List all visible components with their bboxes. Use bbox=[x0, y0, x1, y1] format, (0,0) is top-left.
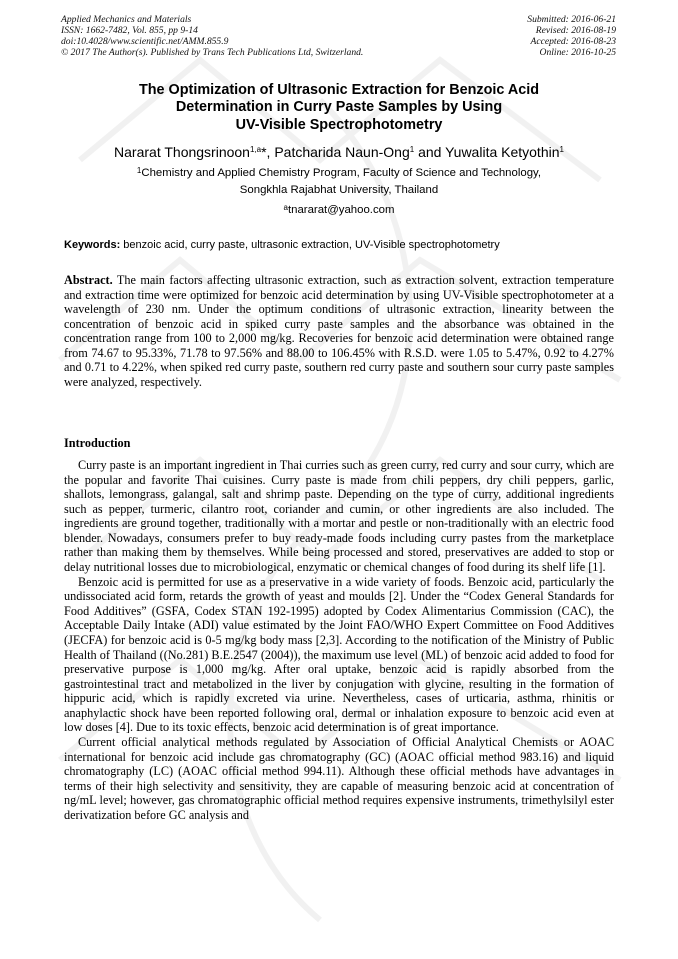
author-list bbox=[30, 143, 648, 161]
introduction-body bbox=[64, 458, 614, 822]
corresponding-author-mark: *, bbox=[261, 144, 275, 160]
affiliation-line: Songkhla Rajabhat University, Thailand bbox=[239, 183, 439, 196]
journal-info bbox=[61, 15, 363, 59]
author-name: Nararat Thongsrinoon bbox=[114, 144, 250, 160]
author-affiliation-mark: 1,a bbox=[249, 145, 262, 154]
author-affiliation-mark: 1 bbox=[559, 145, 564, 154]
title-line: Determination in Curry Paste Samples by Using bbox=[175, 99, 503, 116]
paragraph: Current official analytical methods regulated by Association of Official Analytical Chemists or AOAC international for benzoic acid include gas chromatography (GC) (AOAC official method 983.16) and liquid chromatography (LC) (AOAC official method 994.11). Although these official methods have advantages in terms of their high selectivity and sensitivity, they are capable of measuring benzoic acid at concentration of ng/mL level; however, gas chromatographic official method requires expensive instruments, trimethylsilyl ester derivatization before GC analysis and bbox=[64, 734, 614, 822]
paragraph: Curry paste is an important ingredient in Thai curries such as green curry, red curry and sour curry, which are the popular and favorite Thai cuisines. Curry paste is made from chili peppers, dry chili peppers, garlic, shallots, lemongrass, galangal, salt and shrimp paste. Depending on the type of curry, additional ingredients such as pepper, turmeric, cilantro root, coriander and cumin, or other ingredients are also included. The ingredients are ground together, traditionally with a mortar and pestle or non-traditionally with an electric food blender. Nowadays, consumers prefer to buy ready-made foods including curry pastes from the marketplace rather than making them by themselves. While being processed and stored, preservatives are added to stop or delay nutritional losses due to microbiological, enzymatic or chemical changes of food during its shelf life [1]. bbox=[64, 458, 614, 575]
affiliation bbox=[40, 165, 638, 198]
submitted-date: Submitted: 2016-06-21 bbox=[527, 14, 616, 25]
journal-issn: ISSN: 1662-7482, Vol. 855, pp 9-14 bbox=[61, 24, 198, 36]
author-name: Patcharida Naun-Ong bbox=[274, 144, 410, 160]
online-date: Online: 2016-10-25 bbox=[539, 46, 616, 58]
title-line: The Optimization of Ultrasonic Extraction for Benzoic Acid bbox=[138, 82, 540, 98]
paragraph: Benzoic acid is permitted for use as a preservative in a wide variety of foods. Benzoic acid, particularly the undissociated acid form, retards the growth of yeast and moulds [2]. Under the “Codex General Standards for Food Additives” (GSFA, Codex STAN 192-1995) adopted by Codex Alimentarius Commission (CAC), the Acceptable Daily Intake (ADI) value estimated by the Joint FAO/WHO Expert Committee on Food Additives (JECFA) for benzoic acid is 0-5 mg/kg body mass [2,3]. According to the notification of the Ministry of Public Health of Thailand ((No.281) B.E.2547 (2004)), the maximum use level (ML) of benzoic acid added to food for preservative purpose is 1,000 mg/kg. After oral uptake, benzoic acid is rapidly absorbed from the gastrointestinal tract and metabolized in the liver by conjugation with glycine, resulting in the formation of hippuric acid, which is rapidly excreted via urine. Nevertheless, cases of urticaria, asthma, rhinitis or anaphylactic shock have been reported following oral, dermal or inhalation exposure to benzoic acid even at low doses [4]. Due to its toxic effects, benzoic acid determination is of great importance. bbox=[64, 574, 614, 735]
accepted-date: Accepted: 2016-08-23 bbox=[530, 35, 616, 47]
journal-doi: doi:10.4028/www.scientific.net/AMM.855.9 bbox=[61, 35, 229, 47]
author-separator: and bbox=[414, 144, 446, 160]
section-heading: Introduction bbox=[64, 436, 131, 450]
keywords-text: benzoic acid, curry paste, ultrasonic extraction, UV-Visible spectrophotometry bbox=[120, 239, 500, 251]
title-line: UV-Visible Spectrophotometry bbox=[235, 116, 443, 133]
author-name: Yuwalita Ketyothin bbox=[445, 144, 560, 160]
abstract bbox=[64, 273, 614, 390]
affiliation-mark: 1 bbox=[136, 166, 142, 175]
abstract-text: The main factors affecting ultrasonic extraction, such as extraction solvent, extraction temperature and extraction time were optimized for benzoic acid determination by using UV-Visible spectrophotometer at a wavelength of 230 nm. Under the optimum conditions of ultrasonic extraction, linearity between the concentration of benzoic acid in spiked curry paste samples and the absorbance was obtained in the concentration range from 100 to 2,000 mg/kg. Recoveries for benzoic acid determination were obtained range from 74.67 to 95.33%, 71.78 to 97.56% and 88.00 to 106.45% with R.S.D. were 1.05 to 5.47%, 0.92 to 4.27% and 0.71 to 4.22%, when spiked red curry paste, southern red curry paste and southern sour curry paste samples were analyzed, respectively. bbox=[64, 273, 614, 390]
submission-dates bbox=[527, 15, 616, 59]
copyright-line: © 2017 The Author(s). Published by Trans Tech Publications Ltd, Switzerland. bbox=[61, 46, 364, 58]
email-mark: a bbox=[283, 203, 288, 212]
affiliation-line: Chemistry and Applied Chemistry Program, Faculty of Science and Technology, bbox=[141, 167, 542, 179]
author-email bbox=[40, 203, 638, 217]
keywords bbox=[64, 237, 624, 253]
paper-title bbox=[40, 82, 638, 134]
journal-name: Applied Mechanics and Materials bbox=[61, 14, 192, 25]
email-address: tnararat@yahoo.com bbox=[287, 204, 395, 216]
author-affiliation-mark: 1 bbox=[409, 145, 415, 154]
abstract-label: Abstract. bbox=[64, 273, 113, 287]
revised-date: Revised: 2016-08-19 bbox=[535, 24, 616, 36]
keywords-label: Keywords: bbox=[64, 239, 121, 251]
